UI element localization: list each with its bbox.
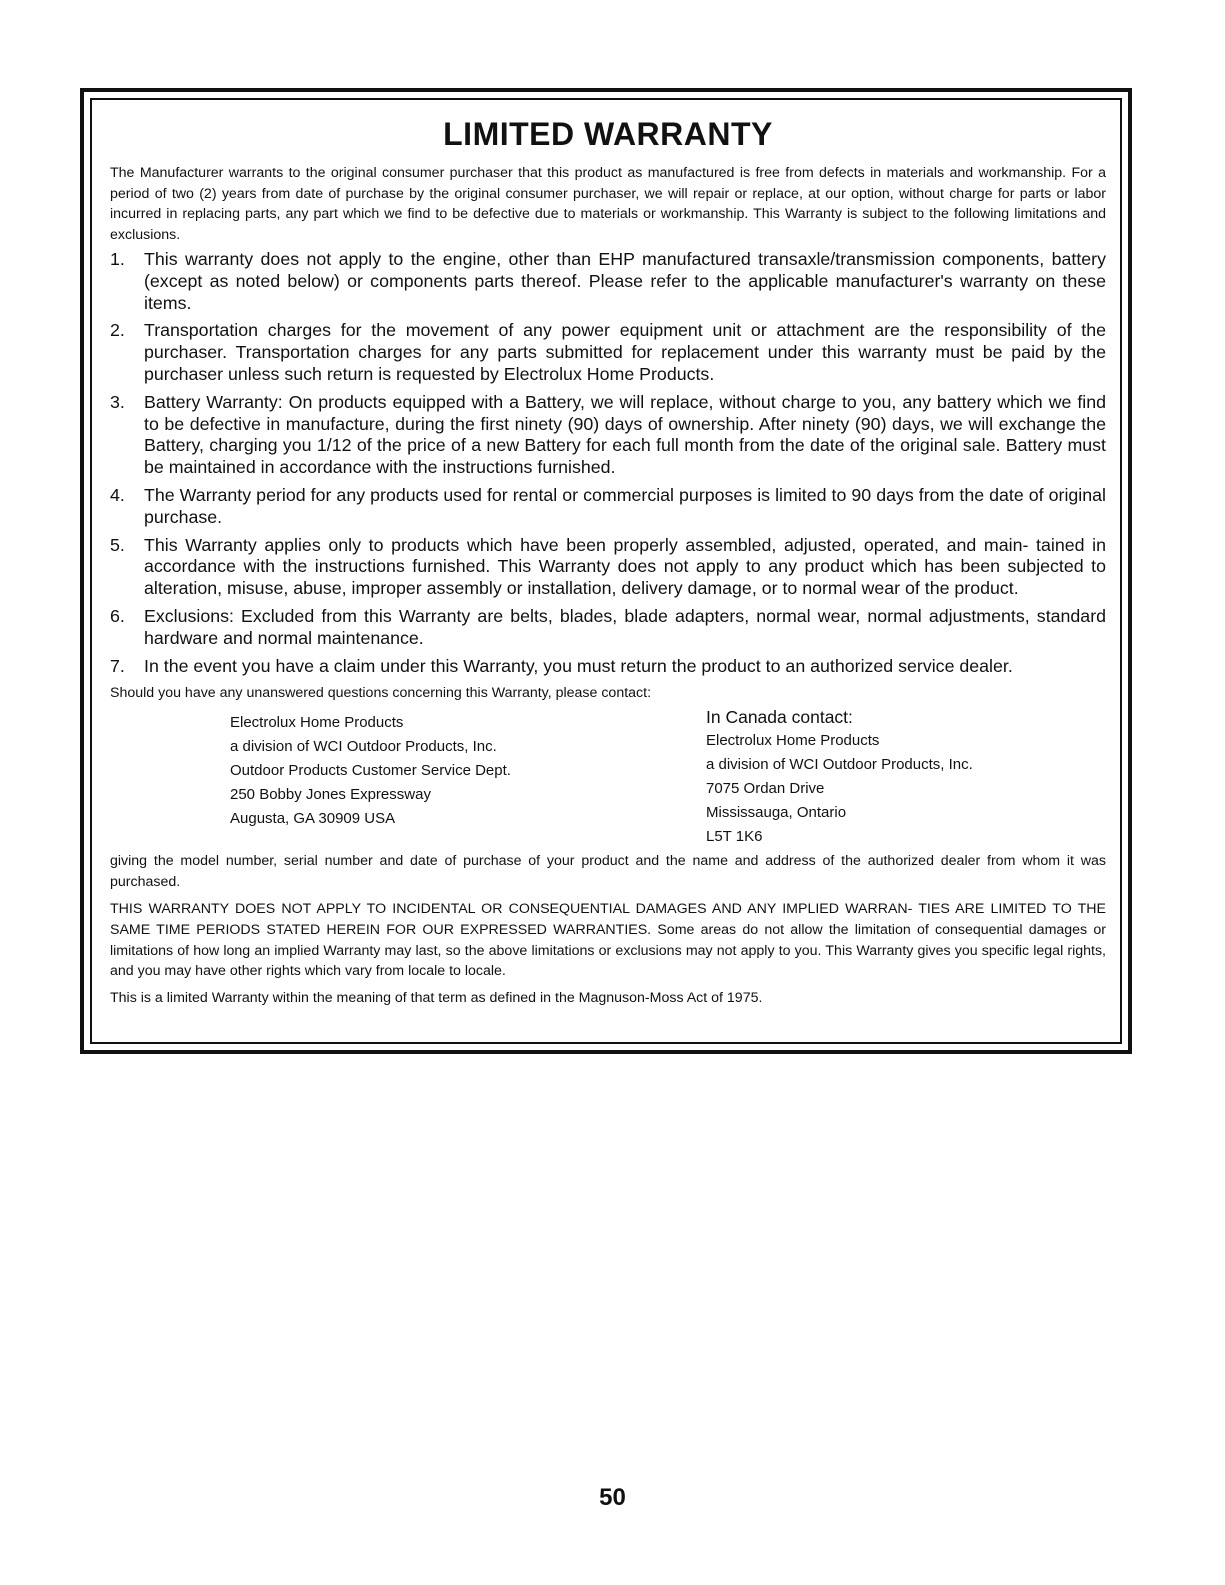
list-item [110, 249, 1106, 314]
canada-heading: In Canada contact: [706, 707, 853, 728]
address-line: 250 Bobby Jones Expressway [230, 786, 431, 804]
address-line: Electrolux Home Products [230, 714, 404, 732]
contact-addresses [110, 705, 1106, 849]
us-address [110, 705, 706, 849]
disclaimer-text: THIS WARRANTY DOES NOT APPLY TO INCIDENTAL OR CONSEQUENTIAL DAMAGES AND ANY IMPLIED WARRAN- TIES ARE LIMITED TO THE SAME TIME PERIODS STATED HEREIN FOR OUR EXPRESSED WARRANTIES. Some areas do not allow the limitation of consequential damages or limitations of how long an implied Warranty may last, so the above limitations or exclusions may not apply to you. This Warranty gives you specific legal rights, and you may have other rights which vary from locale to locale. [110, 900, 1106, 980]
item-text: Transportation charges for the movement of any power equipment unit or attachment are the responsibility of the purchaser. Transportation charges for any parts submitted for replacement under this warranty must be paid by the purchaser unless such return is requested by Electrolux Home Products. [144, 320, 1106, 384]
contact-intro: Should you have any unanswered questions concerning this Warranty, please contact: [110, 685, 652, 702]
page-number: 50 [599, 1484, 626, 1511]
item-text: This warranty does not apply to the engine, other than EHP manufactured transaxle/transmission components, battery (except as noted below) or components parts thereof. Please refer to the applicable manufacturer's warranty on these items. [144, 249, 1106, 313]
item-number: 6. [110, 605, 125, 626]
address-line: a division of WCI Outdoor Products, Inc. [706, 756, 973, 774]
giving-info-text: giving the model number, serial number and date of purchase of your product and the name and address of the authorized dealer from whom it was purchased. [110, 853, 1106, 891]
warranty-terms-list [110, 249, 1106, 677]
item-number: 1. [110, 249, 125, 269]
item-text: Exclusions: Excluded from this Warranty are belts, blades, blade adapters, normal wear, normal adjustments, standard hardware and normal maintenance. [144, 605, 1106, 648]
page-title: LIMITED WARRANTY [443, 116, 773, 152]
item-number: 7. [110, 655, 125, 676]
warranty-intro: The Manufacturer warrants to the original consumer purchaser that this product as manufactured is free from defects in materials and workmanship. For a period of two (2) years from date of purchase by the original consumer purchaser, we will repair or replace, at our option, without charge for parts or labor incurred in replacing parts, any part which we find to be defective due to materials or workmanship. This Warranty is subject to the following limitations and exclusions. [110, 165, 1106, 243]
list-item [110, 320, 1106, 385]
address-line: Outdoor Products Customer Service Dept. [230, 762, 511, 780]
item-text: The Warranty period for any products used for rental or commercial purposes is limited to 90 days from the date of original purchase. [144, 484, 1106, 527]
address-line: Mississauga, Ontario [706, 804, 847, 822]
list-item [110, 606, 1106, 650]
item-number: 2. [110, 320, 125, 341]
address-line: 7075 Ordan Drive [706, 780, 825, 798]
magnuson-moss-text: This is a limited Warranty within the meaning of that term as defined in the Magnuson-Moss Act of 1975. [110, 990, 763, 1007]
item-number: 3. [110, 391, 125, 412]
list-item [110, 485, 1106, 529]
list-item [110, 392, 1106, 479]
list-item [110, 656, 1106, 678]
canada-address [706, 705, 1106, 849]
address-line: a division of WCI Outdoor Products, Inc. [230, 738, 497, 756]
address-line: Augusta, GA 30909 USA [230, 810, 396, 828]
item-number: 4. [110, 484, 125, 505]
address-line: L5T 1K6 [706, 828, 763, 846]
address-line: Electrolux Home Products [706, 732, 880, 750]
item-number: 5. [110, 534, 125, 555]
item-text: This Warranty applies only to products which have been properly assembled, adjusted, operated, and main- tained in accordance with the instructions furnished. This Warranty does not apply to any product which has been subjected to alteration, misuse, abuse, improper assembly or installation, delivery damage, or to normal wear of the product. [144, 534, 1106, 599]
item-text: Battery Warranty: On products equipped with a Battery, we will replace, without charge to you, any battery which we find to be defective in manufacture, during the first ninety (90) days of ownership. After ninety (90) days, we will exchange the Battery, charging you 1/12 of the price of a new Battery for each full month from the date of the original sale. Battery must be maintained in accordance with the instructions furnished. [144, 391, 1106, 478]
list-item [110, 535, 1106, 600]
item-text: In the event you have a claim under this Warranty, you must return the product to an authorized service dealer. [144, 655, 1013, 676]
warranty-content [110, 110, 1106, 1015]
